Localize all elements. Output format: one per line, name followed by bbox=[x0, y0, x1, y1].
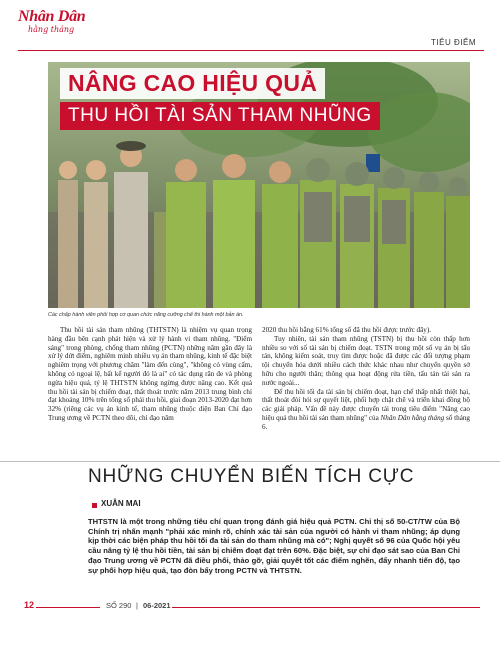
article-title-subline: THU HỒI TÀI SẢN THAM NHŨNG bbox=[60, 102, 380, 130]
issue-number: SỐ 290 bbox=[106, 601, 132, 610]
article-text: Để thu hồi tối đa tài sản bị chiếm đoạt, hạn chế thấp nhất thiệt hại, thất thoát đòi hỏi sự quyết liệt, phối hợp chặt chẽ và triển khai đồng bộ các giải pháp. Vấn đề này được chuyển tải trong tiêu điểm "Nâng cao hiệu quả thu hồi tài sản tham nhũng" của bbox=[262, 387, 470, 422]
article-text: số tháng 6. bbox=[262, 413, 471, 431]
sub-article-lead: THTSTN là một trong những tiêu chí quan trọng đánh giá hiệu quả PCTN. Chỉ thị số 50-CT/TW của Bộ Chính trị nhấn mạnh "phải xác minh rõ, chính xác tài sản của người có hành vi tham nhũng; áp dụng kịp thời các biện pháp thu hồi tối đa tài sản do tham nhũng mà có"; Nghị quyết số 96 của Quốc hội yêu cầu nâng tỷ lệ thu hồi tiền, tài sản bị chiếm đoạt đạt trên 60%. Đặc biệt, sự chỉ đạo sát sao của Ban Chỉ đạo Trung ương về PCTN đã điều phối, thảo gỡ, giải quyết tốt các điểm nghẽn, đẩy nhanh tiến độ, tạo sự phối hợp hiệu quả, tạo đòn bẩy trong PCTN và THTSTN. bbox=[88, 517, 460, 575]
page-number: 12 bbox=[24, 600, 35, 610]
section-divider bbox=[0, 461, 500, 462]
article-column-1 bbox=[48, 326, 252, 423]
footer-rule bbox=[36, 607, 100, 608]
footer-rule bbox=[172, 607, 480, 608]
article-paragraph bbox=[262, 388, 470, 432]
article-paragraph: Tuy nhiên, tài sản tham nhũng (TSTN) bị thu hồi còn thấp hơn nhiều so với số tài sản bị chiếm đoạt. TSTN trong một số vụ án bị tẩu tán, không kiểm soát, truy tìm được hoặc đã được các đối tượng phạm tội chuyển hóa dưới nhiều cách thức khác nhau như chuyển quyền sở hữu cho người thân; thông qua hoạt động rửa tiền, tẩu tán tài sản ra nước ngoài... bbox=[262, 334, 470, 387]
article-column-2 bbox=[262, 326, 470, 432]
photo-caption: Các chấp hành viên phối hợp cơ quan chức năng cưỡng chế thi hành một bản án. bbox=[48, 312, 244, 318]
article-paragraph: Thu hồi tài sản tham nhũng (THTSTN) là nhiệm vụ quan trọng hàng đầu bên cạnh phát hiện và xử lý hành vi tham nhũng. "Điểm sáng" trong phòng, chống tham nhũng (PCTN) những năm gần đây là xử lý dứt điểm, nghiêm minh nhiều vụ án tham nhũng, kinh tế đặc biệt nghiêm trọng với phương châm "làm đến cùng", "không có vùng cấm, không có ngoại lệ, bất kể người đó là ai" có tác dụng răn đe và phòng ngừa hiệu quả, tỷ lệ THTSTN không ngừng được nâng cao. Kết quả thu hồi tài sản bị chiếm đoạt, thất thoát trước năm 2013 trung bình chỉ đạt khoảng 10% trên tổng số phải thu hồi, giai đoạn 2013-2020 đạt hơn 32% (riêng các vụ án kinh tế, tham nhũng thuộc diện Ban Chỉ đạo Trung ương về PCTN theo dõi, chỉ đạo năm bbox=[48, 326, 252, 422]
header-divider bbox=[18, 50, 484, 51]
issue-date: 06-2021 bbox=[143, 601, 171, 610]
publication-logo-subtitle: hằng tháng bbox=[28, 25, 75, 34]
sub-article-title: NHỮNG CHUYỂN BIẾN TÍCH CỰC bbox=[88, 466, 415, 487]
author-name: XUÂN MAI bbox=[101, 499, 141, 508]
publication-name: Nhân Dân hằng tháng bbox=[380, 413, 445, 422]
author-bullet-icon bbox=[92, 503, 97, 508]
publication-logo: Nhân Dân bbox=[18, 8, 86, 25]
article-title: NÂNG CAO HIỆU QUẢ bbox=[60, 68, 325, 99]
section-label: TIÊU ĐIỂM bbox=[431, 38, 476, 47]
article-paragraph: 2020 thu hồi bằng 61% tổng số đã thu hồi được trước đây). bbox=[262, 326, 431, 334]
footer-separator: | bbox=[136, 601, 138, 610]
